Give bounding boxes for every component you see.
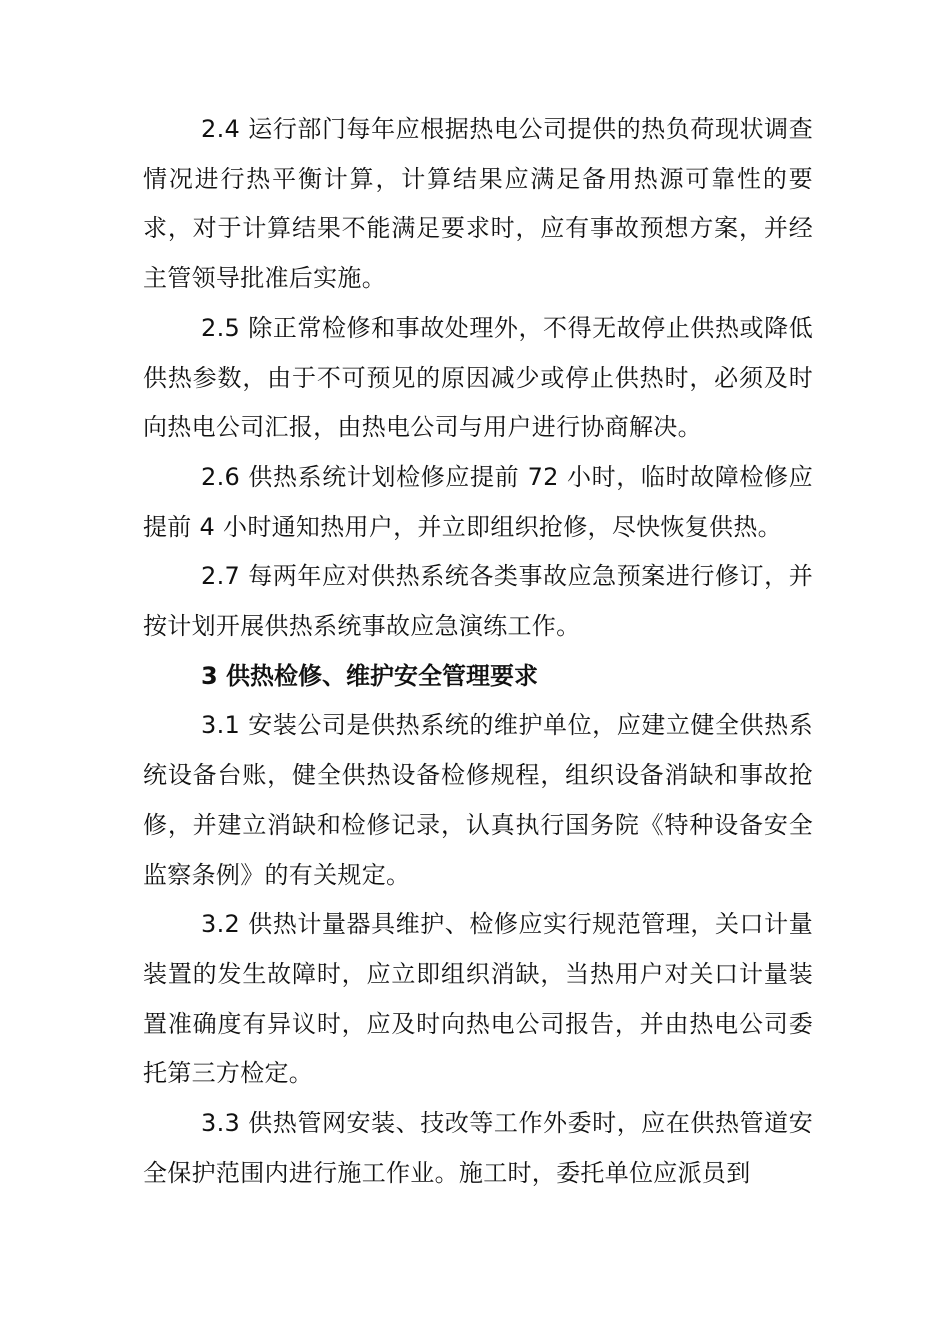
paragraph-2-6: 2.6 供热系统计划检修应提前 72 小时，临时故障检修应提前 4 小时通知热用户，并立即组织抢修，尽快恢复供热。 — [143, 462, 813, 541]
document-body — [143, 105, 813, 1198]
paragraph-2-4: 2.4 运行部门每年应根据热电公司提供的热负荷现状调查情况进行热平衡计算，计算结果应满足备用热源可靠性的要求，对于计算结果不能满足要求时，应有事故预想方案，并经主管领导批准后实施。 — [143, 115, 813, 293]
paragraph-3-2: 3.2 供热计量器具维护、检修应实行规范管理，关口计量装置的发生故障时，应立即组织消缺，当热用户对关口计量装置准确度有异议时，应及时向热电公司报告，并由热电公司委托第三方检定。 — [143, 910, 813, 1088]
section-heading-3: 3 供热检修、维护安全管理要求 — [201, 661, 539, 690]
paragraph-2-7: 2.7 每两年应对供热系统各类事故应急预案进行修订，并按计划开展供热系统事故应急演练工作。 — [143, 562, 813, 641]
paragraph-3-3: 3.3 供热管网安装、技改等工作外委时，应在供热管道安全保护范围内进行施工作业。施工时，委托单位应派员到 — [143, 1109, 813, 1187]
paragraph-3-1: 3.1 安装公司是供热系统的维护单位，应建立健全供热系统设备台账，健全供热设备检修规程，组织设备消缺和事故抢修，并建立消缺和检修记录，认真执行国务院《特种设备安全监察条例》的有关规定。 — [143, 711, 813, 889]
paragraph-2-5: 2.5 除正常检修和事故处理外，不得无故停止供热或降低供热参数，由于不可预见的原因减少或停止供热时，必须及时向热电公司汇报，由热电公司与用户进行协商解决。 — [143, 313, 813, 442]
